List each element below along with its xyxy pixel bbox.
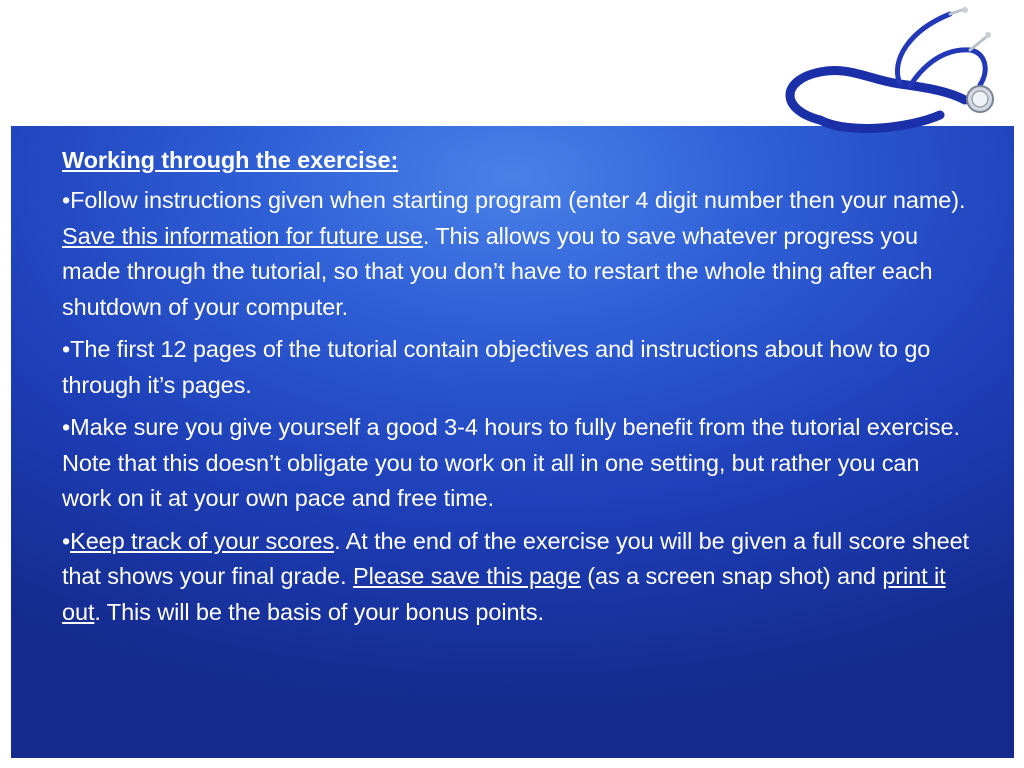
bullet-glyph: • [62, 414, 71, 440]
bullet-text: . This will be the basis of your bonus points. [94, 598, 544, 625]
bullet-text: . At the end of the exercise you will be given a full score sheet that shows your final grade. [62, 527, 969, 589]
bullet-text: Make sure you give yourself a good 3-4 hours to fully benefit from the tutorial exercise. Note that this doesn’t obligate you to work on it all in one setting, but rather you can work on it at your own pace and free time. [62, 414, 960, 511]
bullet-text: (as a screen snap shot) and [580, 563, 883, 589]
bullet-item [62, 183, 972, 325]
bullet-glyph: • [62, 187, 71, 213]
underlined-phrase: Please save this page [353, 563, 581, 589]
slide-content [62, 143, 972, 637]
bullet-text: . This allows you to save whatever progress you made through the tutorial, so that you don’t have to restart the whole thing after each shutdown of your computer. [62, 222, 933, 320]
stethoscope-icon [780, 0, 1024, 150]
bullet-glyph: • [62, 527, 71, 554]
bullet-text: The first 12 pages of the tutorial contain objectives and instructions about how to go through it’s pages. [62, 336, 931, 398]
bullet-item [62, 410, 972, 517]
bullet-text: Follow instructions given when starting program (enter 4 digit number then your name). [70, 187, 966, 213]
bullet-glyph: • [62, 336, 71, 362]
slide-heading: Working through the exercise: [62, 147, 399, 173]
underlined-phrase: print it out [62, 563, 946, 625]
underlined-phrase: Save this information for future use [62, 222, 423, 249]
underlined-phrase: Keep track of your scores [70, 527, 335, 554]
bullet-item [62, 332, 972, 403]
bullet-item [62, 524, 972, 631]
